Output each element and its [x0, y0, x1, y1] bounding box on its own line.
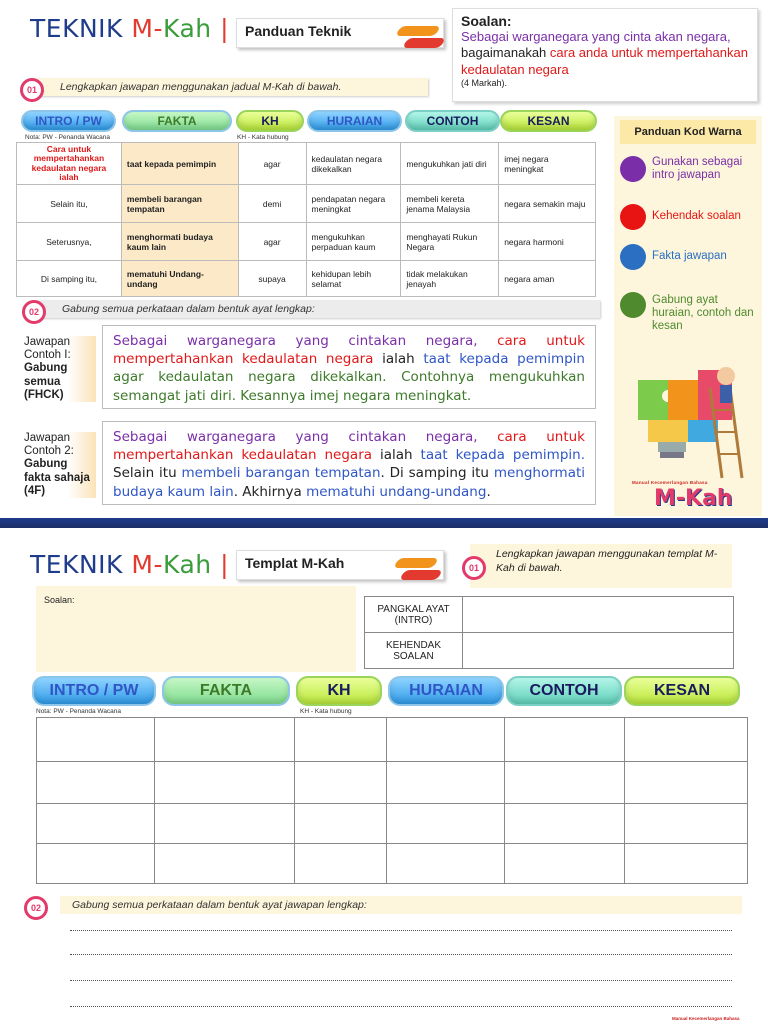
- table-cell: supaya: [238, 261, 306, 297]
- table-cell: mengukuhkan perpaduan kaum: [306, 223, 401, 261]
- table-cell: Cara untuk mempertahankan kedaulatan negara ialah: [17, 143, 122, 185]
- table-cell: kedaulatan negara dikekalkan: [306, 143, 401, 185]
- grid-cell[interactable]: [625, 844, 748, 884]
- grid-cell[interactable]: [294, 718, 387, 762]
- p2-step-02-instruction: Gabung semua perkataan dalam bentuk ayat jawapan lengkap:: [60, 896, 742, 914]
- puzzle-lightbulb-illustration: [618, 350, 758, 480]
- grid-cell[interactable]: [154, 804, 294, 844]
- answer-2-panel: Sebagai warganegara yang cintakan negara, cara untuk mempertahankan kedaulatan negara ialah taat kepada pemimpin. Selain itu membeli barangan tempatan. Di samping itu menghormati budaya kaum lain. Akhirnya mematuhi undang-undang.: [102, 421, 596, 505]
- pill-contoh: CONTOH: [405, 110, 500, 132]
- table-cell: tidak melakukan jenayah: [401, 261, 499, 297]
- table-cell: agar: [238, 223, 306, 261]
- question-label: Soalan:: [461, 13, 512, 29]
- brand-title-2: TEKNIK M-Kah |: [30, 550, 229, 579]
- intro-label: PANGKAL AYAT (INTRO): [365, 597, 463, 633]
- grid-cell[interactable]: [387, 762, 505, 804]
- grid-cell[interactable]: [505, 804, 625, 844]
- question-marks: (4 Markah).: [461, 77, 508, 88]
- answer-2-label: Jawapan Contoh 2: Gabung fakta sahaja (4F): [24, 432, 96, 498]
- soalan-box: [36, 586, 356, 672]
- p2-pill-kh: KH: [296, 676, 382, 706]
- pill-intro-pw: INTRO / PW: [21, 110, 116, 132]
- table-cell: taat kepada pemimpin: [121, 143, 238, 185]
- tab-stripe-red: [402, 38, 446, 48]
- grid-cell[interactable]: [37, 844, 155, 884]
- grid-cell[interactable]: [505, 844, 625, 884]
- table-cell: mengukuhkan jati diri: [401, 143, 499, 185]
- table-cell: agar: [238, 143, 306, 185]
- step-02-badge: 02: [22, 300, 46, 324]
- kehendak-input[interactable]: [463, 633, 734, 669]
- table-cell: pendapatan negara meningkat: [306, 185, 401, 223]
- question-text: Sebagai warganegara yang cinta akan negara, bagaimanakah cara anda untuk mempertahankan kedaulatan negara: [461, 29, 748, 77]
- table-row: [37, 718, 748, 762]
- pill-fakta: FAKTA: [122, 110, 232, 132]
- grid-cell[interactable]: [154, 718, 294, 762]
- table-cell: kehidupan lebih selamat: [306, 261, 401, 297]
- table-cell: Di samping itu,: [17, 261, 122, 297]
- tab-stripe-red-2: [399, 570, 443, 580]
- table-cell: negara semakin maju: [499, 185, 596, 223]
- table-cell: negara harmoni: [499, 223, 596, 261]
- answer-table: [16, 142, 596, 297]
- page-2: [0, 536, 768, 1024]
- question-box: [452, 8, 758, 102]
- grid-cell[interactable]: [37, 762, 155, 804]
- page-gap: [0, 528, 768, 536]
- legend-dot-intro: [620, 156, 646, 182]
- p2-step-02-badge: 02: [24, 896, 48, 920]
- grid-cell[interactable]: [294, 804, 387, 844]
- table-row: [37, 844, 748, 884]
- tab-stripe-orange-2: [393, 558, 439, 568]
- answer-line[interactable]: [70, 980, 732, 981]
- table-cell: mematuhi Undang-undang: [121, 261, 238, 297]
- table-row: [17, 185, 596, 223]
- grid-cell[interactable]: [294, 762, 387, 804]
- p2-pill-fakta: FAKTA: [162, 676, 290, 706]
- legend-text-kehendak: Kehendak soalan: [652, 210, 741, 222]
- pill-kh: KH: [236, 110, 304, 132]
- table-cell: membeli kereta jenama Malaysia: [401, 185, 499, 223]
- intro-kehendak-table: [364, 596, 734, 669]
- table-cell: imej negara meningkat: [499, 143, 596, 185]
- grid-cell[interactable]: [387, 718, 505, 762]
- legend-text-intro: Gunakan sebagai intro jawapan: [652, 156, 743, 182]
- grid-cell[interactable]: [387, 844, 505, 884]
- grid-cell[interactable]: [154, 844, 294, 884]
- answer-line[interactable]: [70, 930, 732, 931]
- soalan-label: Soalan:: [44, 595, 75, 605]
- tab-stripe-orange: [395, 26, 441, 36]
- p2-note-pw: Nota: PW - Penanda Wacana: [36, 708, 122, 715]
- table-row: [37, 804, 748, 844]
- step-01-badge: 01: [20, 78, 44, 102]
- pill-kesan: KESAN: [500, 110, 597, 132]
- grid-cell[interactable]: [625, 718, 748, 762]
- table-cell: demi: [238, 185, 306, 223]
- kehendak-label: KEHENDAK SOALAN: [365, 633, 463, 669]
- template-tab-title: Templat M-Kah: [245, 555, 345, 571]
- legend-dot-gabung: [620, 292, 646, 318]
- legend-title: Panduan Kod Warna: [620, 120, 756, 144]
- brand-title: TEKNIK M-Kah |: [30, 14, 229, 43]
- p2-pill-contoh: CONTOH: [506, 676, 622, 706]
- grid-cell[interactable]: [625, 762, 748, 804]
- grid-cell[interactable]: [294, 844, 387, 884]
- p2-note-kh: KH - Kata hubung: [300, 708, 352, 715]
- footer-caption: Manual Kecemerlangan Bahasa: [672, 1016, 740, 1021]
- step-01-instruction: Lengkapkan jawapan menggunakan jadual M-Kah di bawah.: [30, 78, 428, 96]
- legend-dot-fakta: [620, 244, 646, 270]
- table-cell: Selain itu,: [17, 185, 122, 223]
- colour-legend: [614, 116, 762, 516]
- table-cell: membeli barangan tempatan: [121, 185, 238, 223]
- grid-cell[interactable]: [625, 804, 748, 844]
- pill-huraian: HURAIAN: [307, 110, 402, 132]
- table-row: [37, 762, 748, 804]
- grid-cell[interactable]: [37, 718, 155, 762]
- table-row: [17, 223, 596, 261]
- grid-cell[interactable]: [387, 804, 505, 844]
- note-kh: KH - Kata hubung: [237, 134, 289, 141]
- table-row: [365, 597, 734, 633]
- answer-1-label: Jawapan Contoh I: Gabung semua (FHCK): [24, 336, 96, 402]
- table-cell: menghayati Rukun Negara: [401, 223, 499, 261]
- guide-tab-title: Panduan Teknik: [245, 23, 352, 39]
- legend-text-gabung: Gabung ayat huraian, contoh dan kesan: [652, 294, 754, 333]
- step-02-instruction: Gabung semua perkataan dalam bentuk ayat lengkap:: [32, 300, 600, 318]
- legend-text-fakta: Fakta jawapan: [652, 250, 727, 262]
- answer-line[interactable]: [70, 1006, 732, 1007]
- table-row: [365, 633, 734, 669]
- table-cell: menghormati budaya kaum lain: [121, 223, 238, 261]
- p2-pill-kesan: KESAN: [624, 676, 740, 706]
- legend-dot-kehendak: [620, 204, 646, 230]
- table-cell: Seterusnya,: [17, 223, 122, 261]
- p2-step-01-badge: 01: [462, 556, 486, 580]
- page-separator: [0, 518, 768, 528]
- grid-cell[interactable]: [154, 762, 294, 804]
- answer-line[interactable]: [70, 954, 732, 955]
- p2-step-01-instruction: Lengkapkan jawapan menggunakan templat M-Kah di bawah.: [470, 544, 732, 588]
- p2-pill-huraian: HURAIAN: [388, 676, 504, 706]
- grid-cell[interactable]: [505, 718, 625, 762]
- grid-cell[interactable]: [505, 762, 625, 804]
- logo-caption: Manual Kecemerlangan Bahasa: [632, 480, 708, 485]
- answer-1-panel: Sebagai warganegara yang cintakan negara, cara untuk mempertahankan kedaulatan negara ialah taat kepada pemimpin agar kedaulatan negara dikekalkan. Contohnya mengukuhkan semangat jati diri. Kesannya imej negara meningkat.: [102, 325, 596, 409]
- table-row: [17, 261, 596, 297]
- logo-mkah: M-Kah: [654, 486, 733, 511]
- table-row: [17, 143, 596, 185]
- template-grid: [36, 717, 748, 884]
- grid-cell[interactable]: [37, 804, 155, 844]
- table-cell: negara aman: [499, 261, 596, 297]
- intro-input[interactable]: [463, 597, 734, 633]
- p2-pill-intro-pw: INTRO / PW: [32, 676, 156, 706]
- note-pw: Nota: PW - Penanda Wacana: [25, 134, 111, 141]
